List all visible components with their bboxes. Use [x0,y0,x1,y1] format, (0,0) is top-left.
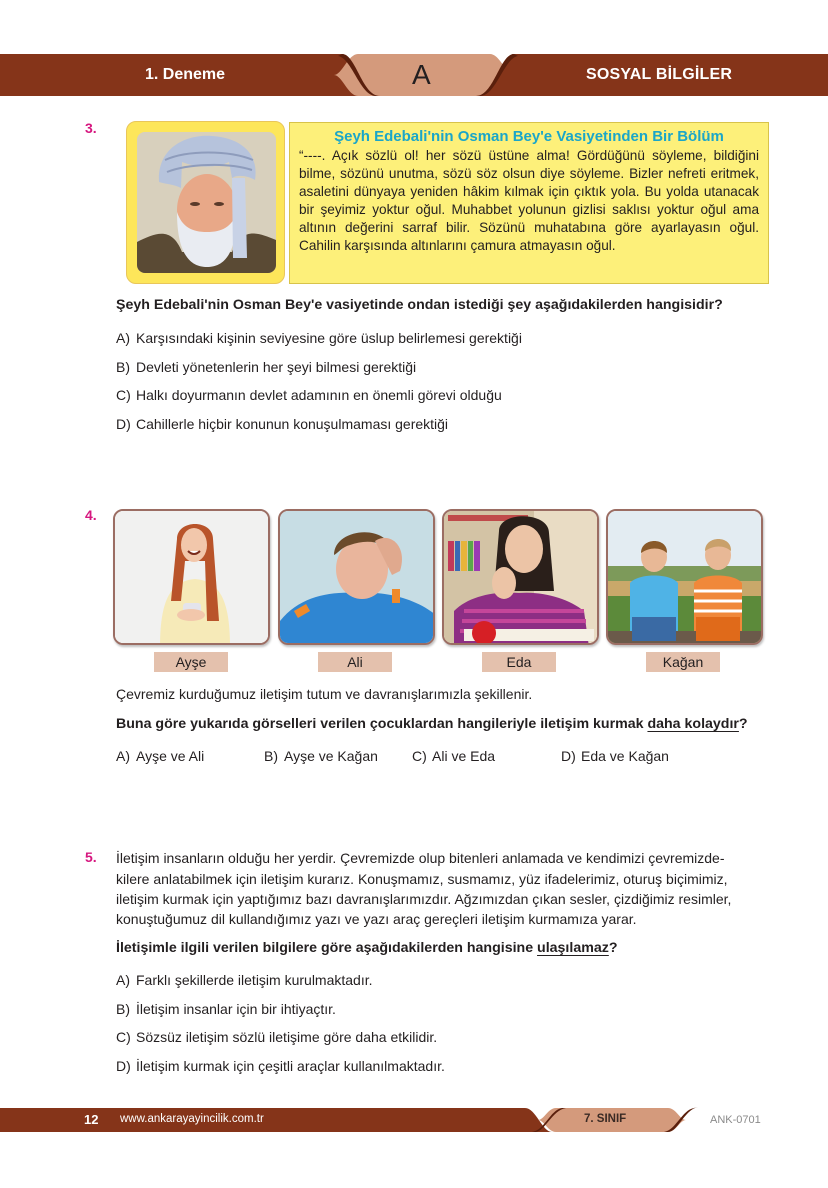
question-5-line-3: iletişim kurmak için yaptığımız bazı davranışlarımızdır. Ağzımızdan çıkan sesler, çizdiğimiz resimler, [116,891,732,907]
q4-option-b[interactable]: B) Ayşe ve Kağan [264,748,378,764]
quote-title: Şeyh Edebali'nin Osman Bey'e Vasiyetinden Bir Bölüm [334,128,724,145]
emphasis-underlined: daha kolaydır [647,716,739,732]
name-tag-ayse: Ayşe [154,652,228,672]
name-tag-ali: Ali [318,652,392,672]
q3-option-b[interactable]: B) Devleti yönetenlerin her şeyi bilmesi gerektiği [116,359,417,375]
question-3-stem: Şeyh Edebali'nin Osman Bey'e vasiyetinde ondan istediği şey aşağıdakilerden hangisidir? [116,297,723,313]
question-5-stem: İletişimle ilgili verilen bilgilere göre aşağıdakilerden hangisine ulaşılamaz? [116,940,618,956]
q5-option-a[interactable]: A) Farklı şekillerde iletişim kurulmaktadır. [116,972,373,988]
photo-eda [442,509,599,645]
q3-option-d[interactable]: D) Cahillerle hiçbir konunun konuşulmaması gerektiği [116,416,449,432]
page-header [0,54,828,96]
photo-ayse [113,509,270,645]
subject-title: SOSYAL BİLGİLER [586,66,733,83]
booklet-letter: A [412,59,431,90]
question-5-line-2: kilere anlatabilmek için iletişim kurarız. Konuşmamız, susmamız, yüz ifadelerimiz, oturuş biçimimiz, [116,871,728,887]
name-tag-eda: Eda [482,652,556,672]
publisher-url[interactable]: www.ankarayayincilik.com.tr [120,1113,264,1125]
document-code: ANK-0701 [710,1114,761,1126]
question-5-line-1: İletişim insanların olduğu her yerdir. Çevremizde olup bitenleri anlamada ve kendimizi çevremizde- [116,850,725,866]
q3-option-c[interactable]: C) Halkı doyurmanın devlet adamının en önemli görevi olduğu [116,387,502,403]
page-footer [0,1106,828,1134]
q5-option-c[interactable]: C) Sözsüz iletişim sözlü iletişime göre daha etkilidir. [116,1029,438,1045]
photo-kagan [606,509,763,645]
question-4-stem: Buna göre yukarıda görselleri verilen çocuklardan hangileriyle iletişim kurmak daha kolaydır? [116,716,748,732]
question-number-4: 4. [85,507,97,523]
question-5-line-4: konuştuğumuz dil kullandığımız yazı ve yazı araç gereçleri iletişim kurmamıza yarar. [116,911,637,927]
q4-option-c[interactable]: C) Ali ve Eda [412,748,496,764]
question-number-5: 5. [85,849,97,865]
portrait-frame [126,121,285,284]
emphasis-underlined: ulaşılamaz [537,940,609,956]
q5-option-b[interactable]: B) İletişim insanlar için bir ihtiyaçtır. [116,1001,336,1017]
exam-label: 1. Deneme [145,66,226,83]
quote-box [289,122,769,284]
page-number: 12 [84,1112,99,1127]
q5-option-d[interactable]: D) İletişim kurmak için çeşitli araçlar kullanılmaktadır. [116,1058,445,1074]
name-tag-kagan: Kağan [646,652,720,672]
q3-option-a[interactable]: A) Karşısındaki kişinin seviyesine göre üslup belirlemesi gerektiği [116,330,522,346]
seyh-edebali-portrait-image [137,132,276,273]
q4-option-d[interactable]: D) Eda ve Kağan [561,748,669,764]
photo-ali [278,509,435,645]
q4-option-a[interactable]: A) Ayşe ve Ali [116,748,205,764]
quote-text: “----. Açık sözlü ol! her sözü üstüne alma! Gördüğünü söyleme, bildiğini bilme, sözünü unutma, sözü söz olsun diye söyleme. Bizler nefreti eritmek, asaletini dünyaya yeniden hâkim kılmak için çıktık yola. Bu yolda utanacak bir şeyimiz yoktur oğul. Muhabbet yolunun gizlisi saklısı yoktur oğul ama altının değerini sarraf bilir. Sözünü muhatabına göre ayarlayasın oğul. Cahilin karşısında altınlarını çamura atmayasın oğul. [299,148,759,253]
grade-label: 7. SINIF [584,1113,627,1125]
question-number-3: 3. [85,120,97,136]
question-4-intro: Çevremiz kurduğumuz iletişim tutum ve davranışlarımızla şekillenir. [116,686,533,702]
